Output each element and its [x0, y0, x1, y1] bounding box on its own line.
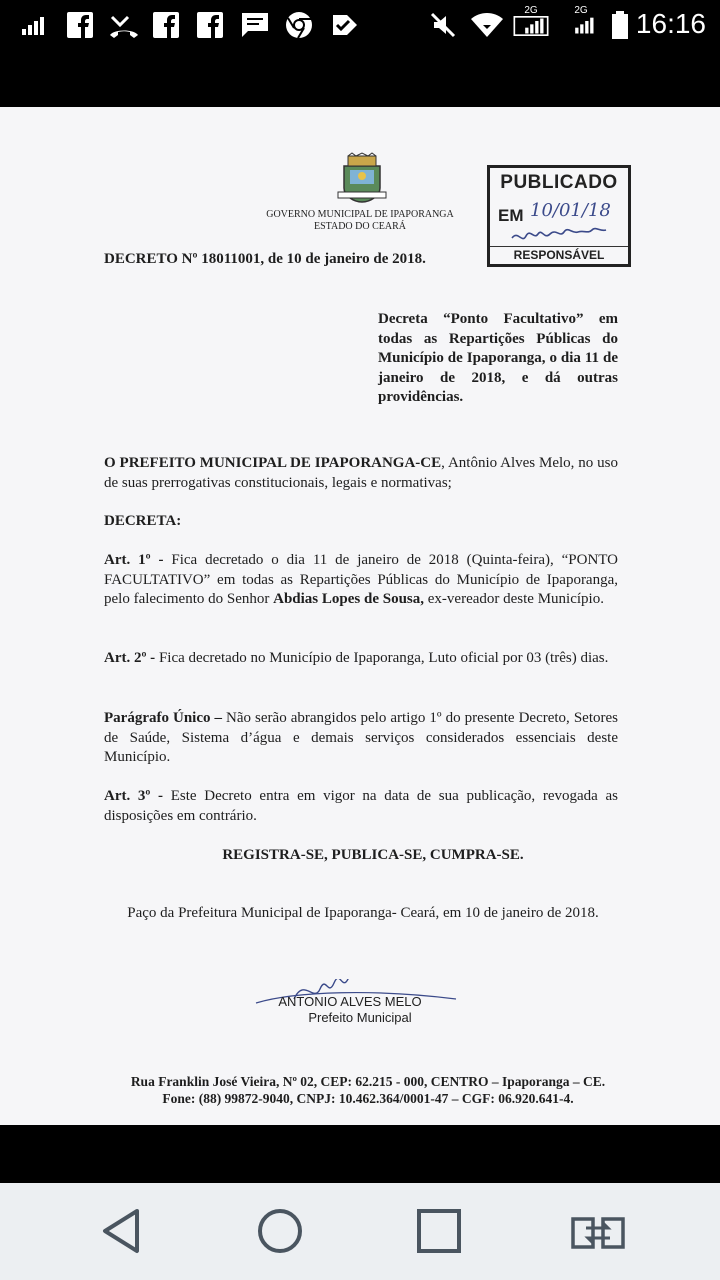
stamp-em-label: EM: [498, 206, 524, 225]
app-top-bar: [0, 50, 720, 107]
decree-title: DECRETO Nº 18011001, de 10 de janeiro de 2018.: [104, 251, 426, 267]
status-bar: [0, 0, 720, 50]
decree-summary: Decreta “Ponto Facultativo” em todas as Repartições Públicas do Município de Ipaporanga, o dia 11 de janeiro de 2018, e dá outras providências.: [378, 311, 618, 405]
stamp-date: 10/01/18: [530, 200, 611, 221]
signer-name: ANTONIO ALVES MELO: [278, 994, 422, 1009]
document-footer: [88, 1073, 648, 1107]
paragraph-label: Parágrafo Único –: [104, 710, 223, 726]
recents-icon: [415, 1207, 463, 1255]
sim2-2g-signal-icon: [562, 6, 600, 36]
government-header: [260, 209, 460, 233]
missed-call-icon: [108, 10, 140, 40]
preamble-bold: O PREFEITO MUNICIPAL DE IPAPORANGA-CE: [104, 455, 442, 471]
dual-window-icon: [570, 1211, 626, 1251]
article-1-label: Art. 1º -: [104, 552, 164, 568]
decreta-heading: DECRETA:: [104, 513, 182, 529]
signer-role: Prefeito Municipal: [308, 1010, 412, 1025]
article-1-text-b: ex-vereador deste Município.: [424, 591, 604, 607]
chrome-icon: [284, 10, 314, 40]
article-1: [104, 551, 618, 610]
article-1-name: Abdias Lopes de Sousa,: [273, 591, 425, 607]
wifi-icon: [470, 10, 504, 40]
app-bottom-bar: [0, 1125, 720, 1183]
registra-line: REGISTRA-SE, PUBLICA-SE, CUMPRA-SE.: [222, 847, 524, 863]
home-button[interactable]: [245, 1201, 315, 1261]
preamble: [104, 454, 618, 493]
home-icon: [256, 1207, 304, 1255]
mute-icon: [428, 10, 458, 40]
signal-bars-icon: [20, 10, 50, 40]
government-name: GOVERNO MUNICIPAL DE IPAPORANGA: [266, 209, 454, 220]
article-2-text: Fica decretado no Município de Ipaporanga, Luto oficial por 03 (três) dias.: [155, 650, 609, 666]
facebook-icon: [196, 10, 224, 40]
article-3-label: Art. 3º -: [104, 788, 164, 804]
facebook-icon: [66, 10, 94, 40]
article-3: [104, 787, 618, 826]
article-2-label: Art. 2º -: [104, 650, 156, 666]
clock-time: 16:16: [635, 8, 706, 39]
municipal-crest-icon: [336, 152, 388, 204]
document-page[interactable]: [0, 107, 720, 1125]
stamp-handwritten-signature: [510, 226, 620, 246]
stamp-responsible: RESPONSÁVEL: [490, 246, 628, 262]
battery-icon: [610, 10, 630, 40]
back-icon: [99, 1207, 143, 1255]
facebook-icon: [152, 10, 180, 40]
single-paragraph: [104, 709, 618, 768]
state-name: ESTADO DO CEARÁ: [314, 221, 406, 232]
network-type-label-1: 2G: [524, 5, 538, 16]
paragraph-text: Não serão abrangidos pelo artigo 1º do presente Decreto, Setores de Saúde, Sistema d’água e demais serviços considerados essenciais deste Município.: [104, 710, 618, 765]
article-1-text-a: Fica decretado o dia 11 de janeiro de 2018 (Quinta-feira), “PONTO FACULTATIVO” em todas as Repartições Públicas do Município de Ipaporanga, pelo falecimento do Senhor: [104, 552, 618, 607]
article-3-text: Este Decreto entra em vigor na data de sua publicação, revogada as disposições em contrário.: [104, 788, 619, 824]
footer-contact: Fone: (88) 99872-9040, CNPJ: 10.462.364/0001-47 – CGF: 06.920.641-4.: [162, 1091, 574, 1106]
sim1-2g-signal-icon: [510, 6, 552, 36]
navigation-bar: [0, 1183, 720, 1280]
article-2: [104, 649, 618, 669]
recents-button[interactable]: [404, 1201, 474, 1261]
dual-window-button[interactable]: [563, 1201, 633, 1261]
footer-address: Rua Franklin José Vieira, Nº 02, CEP: 62.215 - 000, CENTRO – Ipaporanga – CE.: [130, 1074, 606, 1089]
place-and-date: Paço da Prefeitura Municipal de Ipaporanga- Ceará, em 10 de janeiro de 2018.: [127, 905, 599, 921]
stamp-title: PUBLICADO: [500, 172, 618, 193]
back-button[interactable]: [86, 1201, 156, 1261]
publication-stamp: [487, 165, 631, 267]
network-type-label-2: 2G: [574, 5, 588, 16]
check-app-icon: [330, 10, 360, 40]
preamble-text: , Antônio Alves Melo, no uso de suas prerrogativas constitucionais, legais e normativas;: [104, 455, 618, 491]
message-icon: [240, 10, 270, 40]
